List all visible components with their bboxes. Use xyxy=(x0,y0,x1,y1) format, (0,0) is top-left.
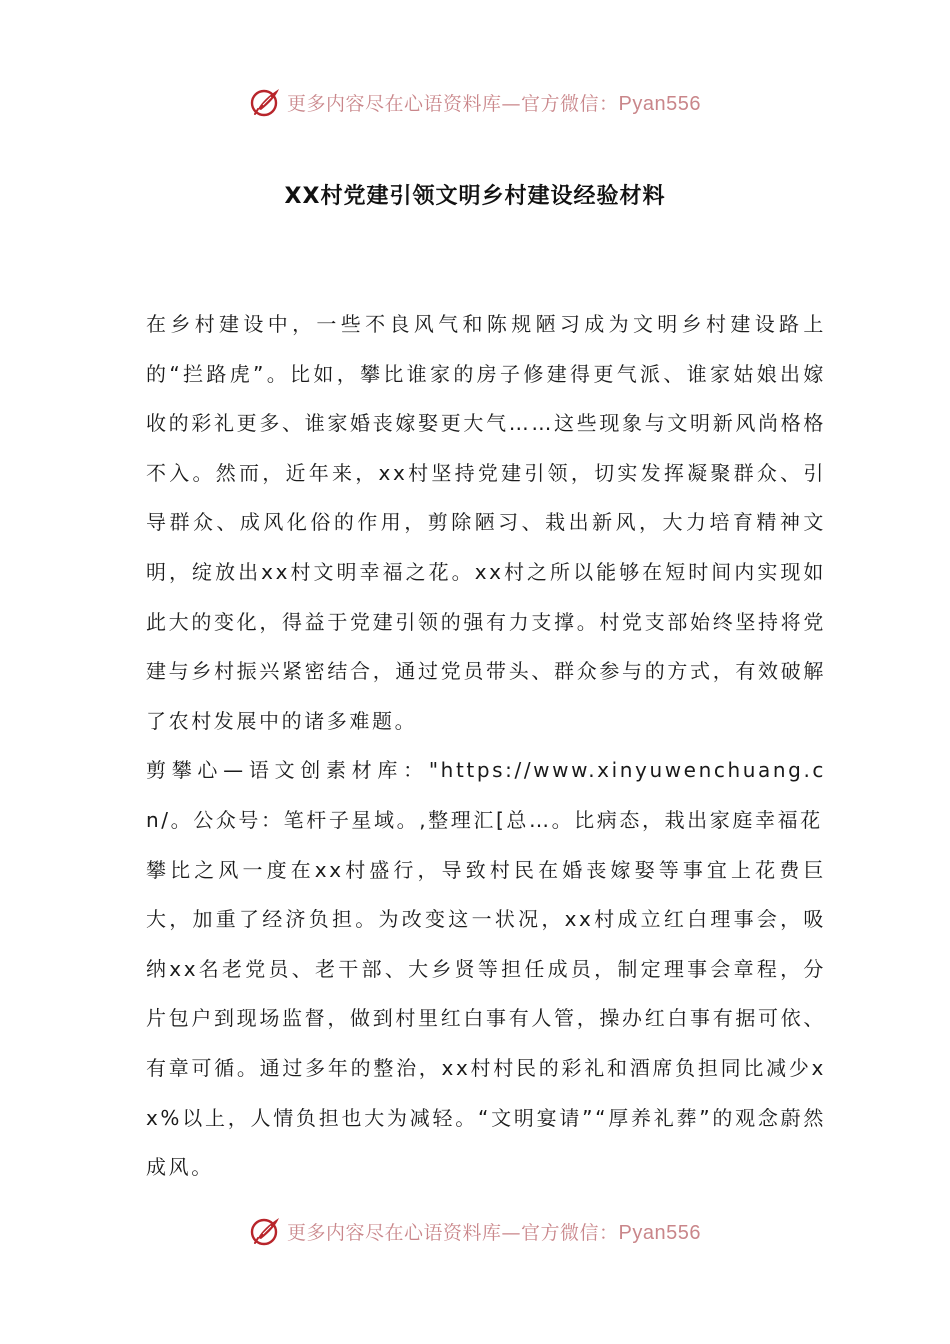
header-banner xyxy=(0,82,950,122)
quill-pen-logo-icon xyxy=(249,85,283,119)
quill-pen-logo-icon xyxy=(249,1214,283,1248)
footer-wechat-id: Pyan556 xyxy=(618,1221,701,1244)
paragraph-source-note: 剪攀心—语文创素材库："https://www.xinyuwenchuang.cn/。公众号：笔杆子星域。,整理汇[总…。比病态，栽出家庭幸福花 xyxy=(146,758,826,832)
header-banner-text: 更多内容尽在心语资料库—官方微信：Pyan556 xyxy=(287,92,701,115)
document-body xyxy=(146,300,826,1193)
footer-banner xyxy=(0,1211,950,1251)
document-title: XX村党建引领文明乡村建设经验材料 xyxy=(284,184,666,209)
header-wechat-id: Pyan556 xyxy=(618,92,701,115)
paragraph-intro: 在乡村建设中，一些不良风气和陈规陋习成为文明乡村建设路上的“拦路虎”。比如，攀比谁家的房子修建得更气派、谁家姑娘出嫁收的彩礼更多、谁家婚丧嫁娶更大气……这些现象与文明新风尚格格不入。然而，近年来，xx村坚持党建引领，切实发挥凝聚群众、引导群众、成风化俗的作用，剪除陋习、栽出新风，大力培育精神文明，绽放出xx村文明幸福之花。xx村之所以能够在短时间内实现如此大的变化，得益于党建引领的强有力支撑。村党支部始终坚持将党建与乡村振兴紧密结合，通过党员带头、群众参与的方式，有效破解了农村发展中的诸多难题。 xyxy=(146,312,826,733)
footer-banner-text: 更多内容尽在心语资料库—官方微信：Pyan556 xyxy=(287,1221,701,1244)
paragraph-red-white-council: 攀比之风一度在xx村盛行，导致村民在婚丧嫁娶等事宜上花费巨大，加重了经济负担。为改变这一状况，xx村成立红白理事会，吸纳xx名老党员、老干部、大乡贤等担任成员，制定理事会章程，分片包户到现场监督，做到村里红白事有人管，操办红白事有据可依、有章可循。通过多年的整治，xx村村民的彩礼和酒席负担同比减少xx%以上，人情负担也大为减轻。“文明宴请”“厚养礼葬”的观念蔚然成风。 xyxy=(146,857,826,1180)
